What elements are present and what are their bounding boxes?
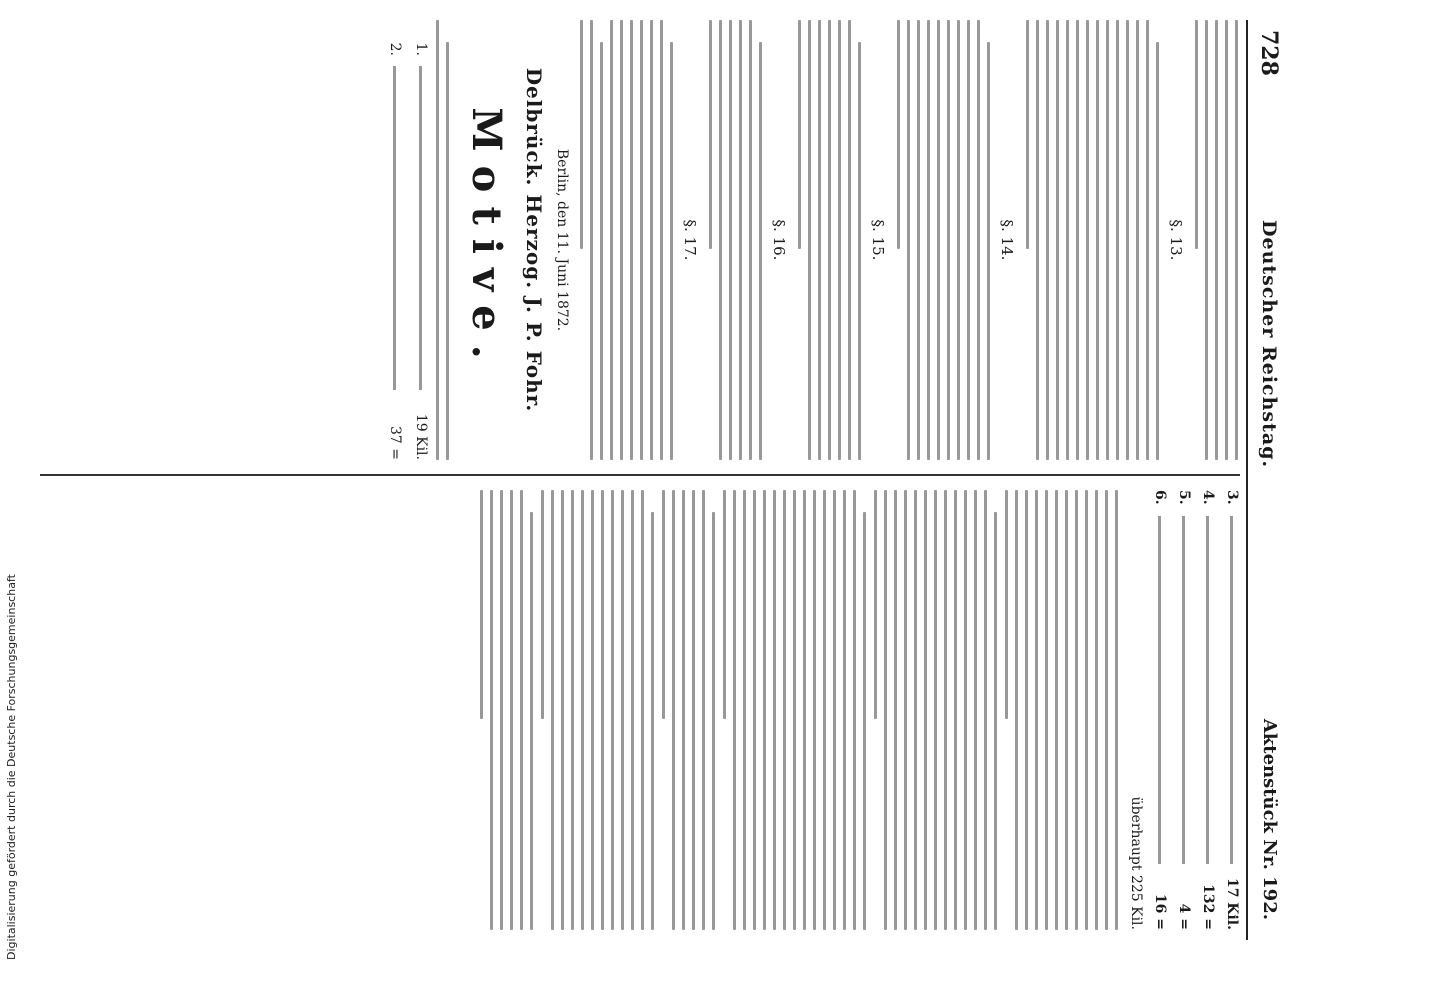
digitization-note: Digitalisierung gefördert durch die Deutsche Forschungsgemeinschaft	[5, 574, 18, 960]
body-text-block	[662, 490, 715, 930]
text-columns	[16, 20, 1246, 940]
section-heading: §. 17.	[681, 219, 699, 261]
column-divider	[40, 474, 1240, 476]
page-header	[1246, 20, 1288, 940]
page-number: 728	[1256, 30, 1282, 76]
table-row: 6. 16 =	[1152, 490, 1168, 930]
section-heading: §. 14.	[998, 219, 1016, 261]
signatures: Delbrück. Herzog. J. P. Fohr.	[522, 67, 546, 413]
body-text-block	[798, 20, 861, 460]
body-text-block	[480, 490, 533, 930]
list-item: 1. 19 Kil.	[413, 42, 429, 460]
body-text-block	[1026, 20, 1159, 460]
table-row: 5. 4 =	[1176, 490, 1192, 930]
list-item: 2. 37 =	[387, 42, 403, 460]
table-row: 3. 17 Kil.	[1224, 490, 1240, 930]
motive-title: Motive.	[463, 107, 510, 373]
section-heading: §. 15.	[869, 219, 887, 261]
body-text-block	[897, 20, 990, 460]
document-id: Aktenstück Nr. 192.	[1259, 718, 1280, 920]
body-text-block	[709, 20, 762, 460]
table-row: 4. 132 =	[1200, 490, 1216, 930]
left-column	[16, 20, 1246, 460]
body-text-block	[723, 490, 866, 930]
body-text-block	[1005, 490, 1118, 930]
list-amount: 37 =	[387, 426, 403, 460]
section-heading: §. 13.	[1167, 219, 1185, 261]
body-text-block	[580, 20, 673, 460]
body-text-block	[436, 20, 449, 460]
section-heading: §. 16.	[770, 219, 788, 261]
body-text-block	[1195, 20, 1238, 460]
list-amount: 19 Kil.	[413, 413, 429, 460]
table-total: überhaupt 225 Kil.	[1128, 796, 1144, 930]
body-text-block	[541, 490, 654, 930]
date-line: Berlin, den 11. Juni 1872.	[554, 148, 570, 332]
right-column	[16, 490, 1246, 930]
body-text-block	[874, 490, 997, 930]
running-title: Deutscher Reichstag.	[1258, 220, 1280, 469]
distance-table	[1152, 490, 1240, 930]
